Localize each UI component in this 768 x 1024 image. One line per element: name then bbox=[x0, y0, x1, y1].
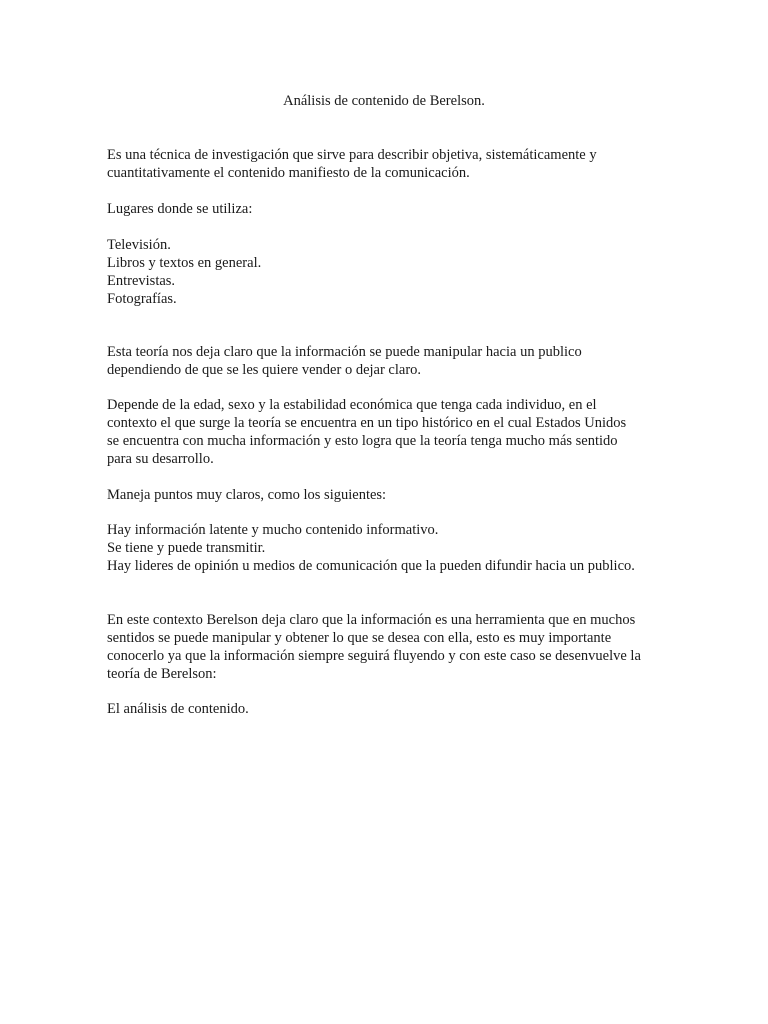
context-line: se encuentra con mucha información y esto logra que la teoría tenga mucho más sentido bbox=[107, 433, 618, 449]
places-list-item: Televisión. bbox=[107, 237, 171, 253]
theory-line: dependiendo de que se les quiere vender o dejar claro. bbox=[107, 362, 422, 378]
places-heading: Lugares donde se utiliza: bbox=[107, 201, 253, 217]
definition-line: cuantitativamente el contenido manifiesto de la comunicación. bbox=[107, 165, 470, 181]
document-title: Análisis de contenido de Berelson. bbox=[283, 93, 485, 109]
conclusion-line: sentidos se puede manipular y obtener lo que se desea con ella, esto es muy importante bbox=[107, 630, 612, 646]
points-list-item: Hay lideres de opinión u medios de comunicación que la pueden difundir hacia un publico. bbox=[107, 558, 635, 574]
points-list-item: Se tiene y puede transmitir. bbox=[107, 540, 266, 556]
closing-line: El análisis de contenido. bbox=[107, 701, 249, 717]
points-heading: Maneja puntos muy claros, como los siguientes: bbox=[107, 487, 387, 503]
definition-paragraph bbox=[107, 146, 667, 182]
definition-line: Es una técnica de investigación que sirve para describir objetiva, sistemáticamente y bbox=[107, 147, 597, 163]
conclusion-line: teoría de Berelson: bbox=[107, 666, 217, 682]
points-list bbox=[107, 521, 667, 575]
context-line: Depende de la edad, sexo y la estabilidad económica que tenga cada individuo, en el bbox=[107, 397, 597, 413]
theory-paragraph bbox=[107, 343, 667, 379]
places-list-item: Libros y textos en general. bbox=[107, 255, 262, 271]
theory-line: Esta teoría nos deja claro que la información se puede manipular hacia un publico bbox=[107, 344, 582, 360]
conclusion-line: En este contexto Berelson deja claro que la información es una herramienta que en muchos bbox=[107, 612, 636, 628]
places-list-item: Fotografías. bbox=[107, 291, 177, 307]
places-list-item: Entrevistas. bbox=[107, 273, 176, 289]
context-line: para su desarrollo. bbox=[107, 451, 214, 467]
places-list bbox=[107, 236, 667, 308]
context-paragraph bbox=[107, 396, 667, 468]
points-list-item: Hay información latente y mucho contenido informativo. bbox=[107, 522, 439, 538]
conclusion-line: conocerlo ya que la información siempre seguirá fluyendo y con este caso se desenvuelve la bbox=[107, 648, 641, 664]
conclusion-paragraph bbox=[107, 611, 667, 683]
context-line: contexto el que surge la teoría se encuentra en un tipo histórico en el cual Estados Unidos bbox=[107, 415, 627, 431]
